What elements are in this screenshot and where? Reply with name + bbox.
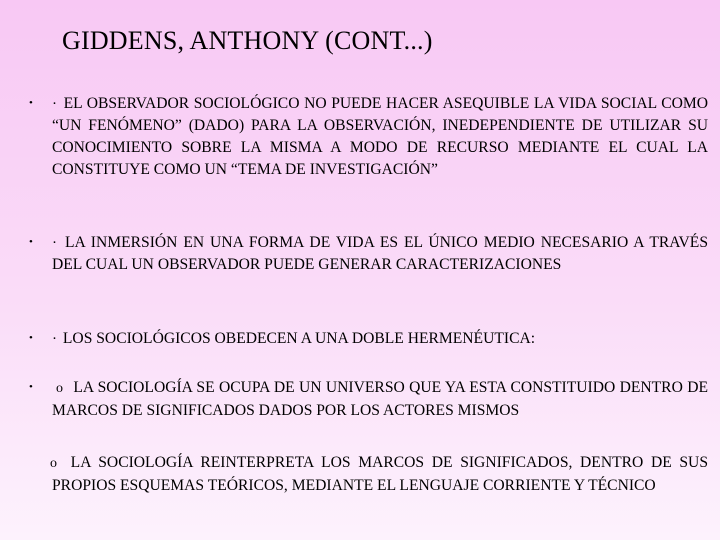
- sub-list-item: [52, 452, 708, 497]
- list-item-text: EL OBSERVADOR SOCIOLÓGICO NO PUEDE HACER ASEQUIBLE LA VIDA SOCIAL COMO “UN FENÓMENO” (DADO) PARA LA OBSERVACIÓN, INEDEPENDIENTE DE UTILIZAR SU CONOCIMIENTO SOBRE LA MISMA A MODO DE RECURSO MEDIANTE EL CUAL LA CONSTITUYE COMO UN “TEMA DE INVESTIGACIÓN”: [52, 95, 709, 178]
- bullet-marker: •: [29, 97, 33, 109]
- list-item: [52, 93, 708, 181]
- sub-list-item-text: LA SOCIOLOGÍA SE OCUPA DE UN UNIVERSO QUE YA ESTA CONSTITUIDO DENTRO DE MARCOS DE SIGNIFICADOS DADOS POR LOS ACTORES MISMOS: [52, 379, 708, 419]
- ring-bullet-icon: o: [56, 381, 63, 396]
- ring-bullet-icon: o: [50, 456, 57, 471]
- bullet-marker: •: [29, 236, 33, 248]
- dot-bullet-icon: ·: [52, 331, 57, 347]
- sub-list-item-text: LA SOCIOLOGÍA REINTERPRETA LOS MARCOS DE SIGNIFICADOS, DENTRO DE SUS PROPIOS ESQUEMAS TEÓRICOS, MEDIANTE EL LENGUAJE CORRIENTE Y TÉCNICO: [52, 454, 708, 494]
- list-item-text: LA INMERSIÓN EN UNA FORMA DE VIDA ES EL ÚNICO MEDIO NECESARIO A TRAVÉS DEL CUAL UN OBSERVADOR PUEDE GENERAR CARACTERIZACIONES: [52, 234, 708, 273]
- dot-bullet-icon: ·: [52, 235, 57, 251]
- list-item: [52, 328, 708, 350]
- bullet-marker: •: [29, 381, 33, 393]
- slide-title: GIDDENS, ANTHONY (CONT...): [62, 26, 433, 55]
- list-item-text: LOS SOCIOLÓGICOS OBEDECEN A UNA DOBLE HERMENÉUTICA:: [62, 330, 536, 347]
- sub-list-item: [52, 377, 708, 422]
- bullet-marker: •: [29, 332, 33, 344]
- dot-bullet-icon: ·: [52, 96, 57, 112]
- list-item: [52, 232, 708, 276]
